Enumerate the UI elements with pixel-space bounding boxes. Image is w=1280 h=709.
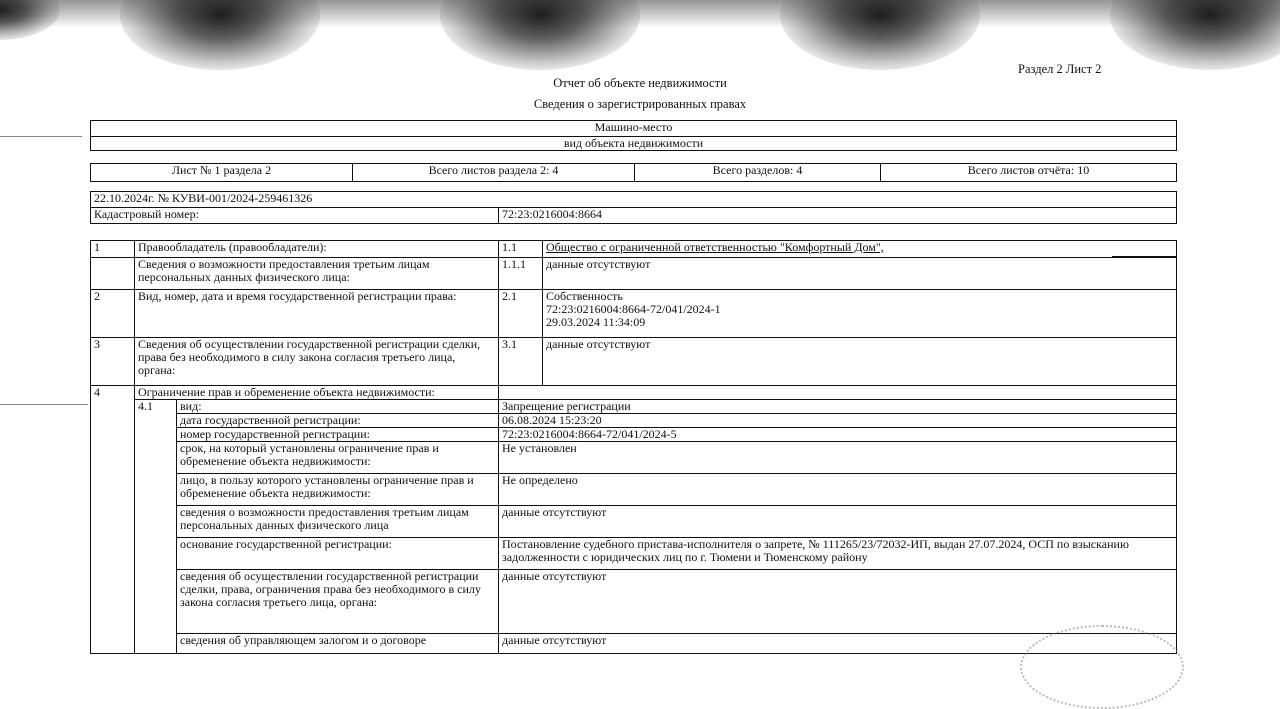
row-subnumber: 2.1 [499, 290, 543, 338]
report-title: Отчет об объекте недвижимости [553, 76, 727, 90]
cadastral-label: Кадастровый номер: [91, 208, 499, 224]
doc-date-number: 22.10.2024г. № КУВИ-001/2024-259461326 [91, 192, 1177, 208]
encumbrance-value: Запрещение регистрации [499, 400, 1177, 414]
registration-number: 72:23:0216004:8664-72/041/2024-1 [546, 302, 721, 316]
encumbrance-label: сведения о возможности предоставления третьим лицам персональных данных физического лица [177, 506, 499, 538]
encumbrance-value: Не установлен [499, 442, 1177, 474]
doc-info-table [90, 191, 1177, 224]
encumbrance-label: дата государственной регистрации: [177, 414, 499, 428]
row-number: 1 [91, 241, 135, 258]
encumbrance-value: 06.08.2024 15:23:20 [499, 414, 1177, 428]
scan-smudge [1110, 0, 1280, 70]
scan-line [0, 136, 82, 137]
scan-smudge [780, 0, 980, 70]
row-subnumber: 3.1 [499, 338, 543, 386]
right-type: Собственность [546, 289, 623, 303]
encumbrance-value: данные отсутствуют [499, 506, 1177, 538]
encumbrance-value: 72:23:0216004:8664-72/041/2024-5 [499, 428, 1177, 442]
row-label: Сведения об осуществлении государственной регистрации сделки, права без необходимого в силу закона согласия третьего лица, органа: [135, 338, 499, 386]
row-value: данные отсутствуют [543, 338, 1177, 386]
encumbrance-label: срок, на который установлены ограничение прав и обременение объекта недвижимости: [177, 442, 499, 474]
scan-line [0, 404, 88, 405]
section-sheet-label: Раздел 2 Лист 2 [1018, 62, 1102, 76]
encumbrance-label: сведения об управляющем залогом и о договоре [177, 634, 499, 654]
registration-value [543, 290, 1177, 338]
total-sections: Всего разделов: 4 [635, 164, 881, 182]
scan-smudge [0, 0, 60, 40]
registration-date: 29.03.2024 11:34:09 [546, 315, 646, 329]
row-label: Ограничение прав и обременение объекта недвижимости: [135, 386, 499, 400]
object-type-caption: вид объекта недвижимости [91, 137, 1177, 151]
total-section-sheets: Всего листов раздела 2: 4 [353, 164, 635, 182]
cadastral-value: 72:23:0216004:8664 [499, 208, 1177, 224]
row-number: 4 [91, 386, 135, 654]
row-label: Правообладатель (правообладатели): [135, 241, 499, 258]
row-subnumber: 1.1.1 [499, 258, 543, 290]
rights-table [90, 240, 1177, 654]
row-label: Сведения о возможности предоставления третьим лицам персональных данных физического лица: [135, 258, 499, 290]
row-label: Вид, номер, дата и время государственной регистрации права: [135, 290, 499, 338]
sheet-number: Лист № 1 раздела 2 [91, 164, 353, 182]
object-type-value: Машино-место [91, 121, 1177, 137]
encumbrance-label: основание государственной регистрации: [177, 538, 499, 570]
encumbrance-value: Постановление судебного пристава-исполнителя о запрете, № 111265/23/72032-ИП, выдан 27.07.2024, ОСП по взысканию задолженности с юридических лиц по г. Тюмени и Тюменскому району [499, 538, 1177, 570]
encumbrance-value: данные отсутствуют [499, 570, 1177, 634]
report-subtitle: Сведения о зарегистрированных правах [533, 97, 747, 111]
encumbrance-value: данные отсутствуют [499, 634, 1177, 654]
row-value: данные отсутствуют [543, 258, 1177, 290]
total-report-sheets: Всего листов отчёта: 10 [881, 164, 1177, 182]
encumbrance-label: лицо, в пользу которого установлены ограничение прав и обременение объекта недвижимости: [177, 474, 499, 506]
row-subnumber: 1.1 [499, 241, 543, 258]
seal-stamp [1020, 625, 1184, 709]
encumbrance-label: номер государственной регистрации: [177, 428, 499, 442]
encumbrance-label: вид: [177, 400, 499, 414]
object-type-table [90, 120, 1177, 151]
scan-smudge [120, 0, 320, 70]
encumbrance-value: Не определено [499, 474, 1177, 506]
rightholder-value: Общество с ограниченной ответственностью "Комфортный Дом", [543, 241, 1177, 258]
row-number: 3 [91, 338, 135, 386]
row-subnumber: 4.1 [135, 400, 177, 654]
scan-smudge [440, 0, 640, 70]
encumbrance-label: сведения об осуществлении государственной регистрации сделки, права, ограничения права без необходимого в силу закона согласия третьего лица, органа: [177, 570, 499, 634]
row-number: 2 [91, 290, 135, 338]
sheets-info-table [90, 163, 1177, 182]
